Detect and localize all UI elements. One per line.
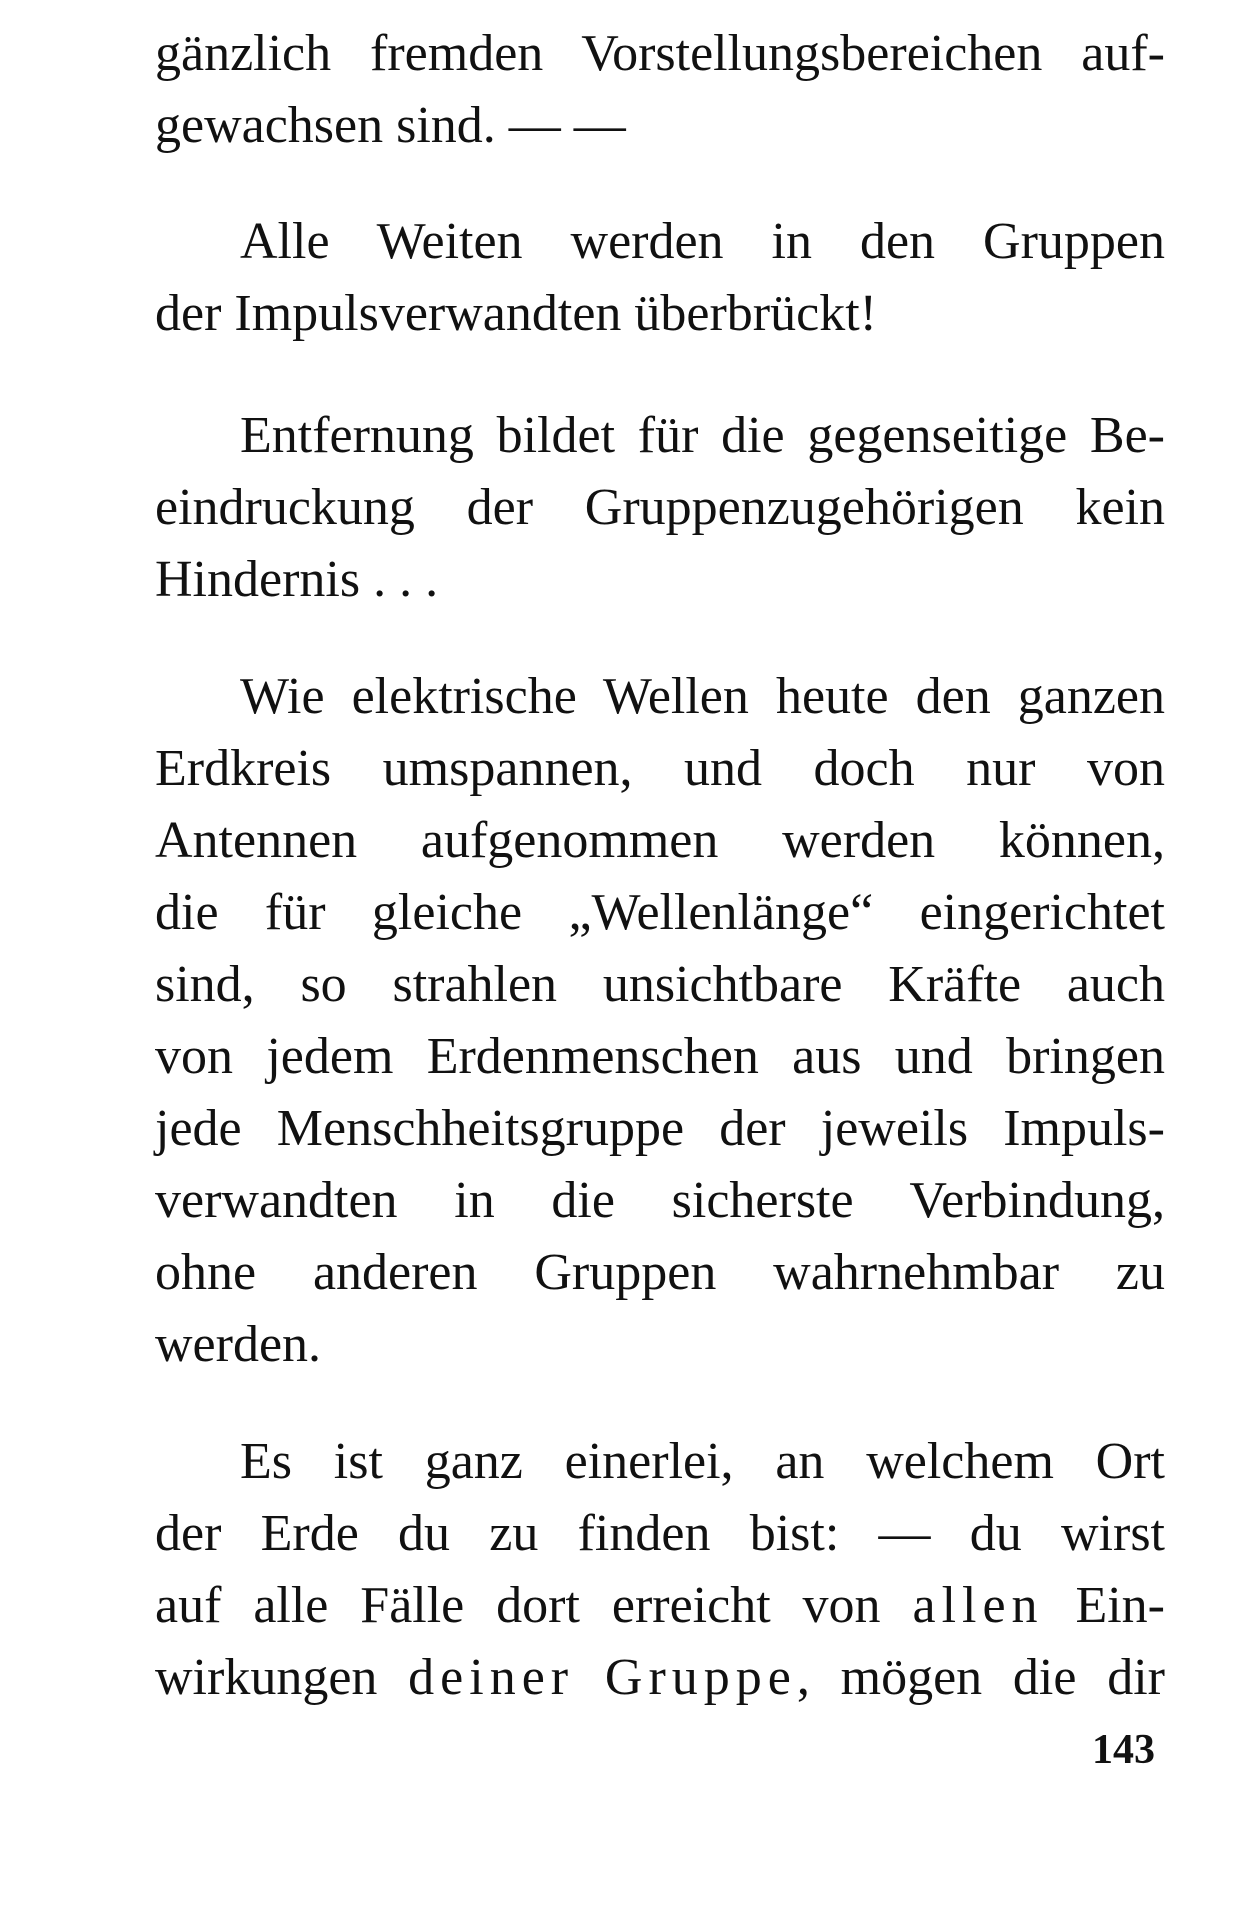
text-segment: wirkungen <box>155 1649 409 1706</box>
text-line: sind, so strahlen unsichtbare Kräfte auch <box>155 956 1165 1013</box>
text-line: eindruckung der Gruppenzugehörigen kein <box>155 479 1165 536</box>
text-line <box>155 1646 1165 1716</box>
text-line: Wie elektrische Wellen heute den ganzen <box>240 668 1165 725</box>
page-number: 143 <box>1092 1727 1155 1773</box>
text-line: Antennen aufgenommen werden können, <box>155 812 1165 869</box>
text-line: jede Menschheitsgruppe der jeweils Impuls- <box>155 1100 1165 1157</box>
text-segment: Ein- <box>1043 1577 1165 1634</box>
text-line: verwandten in die sicherste Verbindung, <box>155 1172 1165 1229</box>
text-segment: , mögen die dir <box>796 1649 1165 1706</box>
text-segment <box>574 1649 605 1706</box>
text-line: von jedem Erdenmenschen aus und bringen <box>155 1028 1165 1085</box>
text-line: Erdkreis umspannen, und doch nur von <box>155 740 1165 797</box>
text-line: gänzlich fremden Vorstellungsbereichen auf- <box>155 25 1165 82</box>
emphasized-word: allen <box>912 1577 1044 1634</box>
text-line: der Impulsverwandten überbrückt! <box>155 285 877 342</box>
text-line: ohne anderen Gruppen wahrnehmbar zu <box>155 1244 1165 1301</box>
text-line: Hindernis . . . <box>155 551 439 608</box>
emphasized-word: deiner <box>408 1649 575 1706</box>
text-line <box>155 1574 1165 1644</box>
text-line: Alle Weiten werden in den Gruppen <box>240 213 1165 270</box>
text-line: Es ist ganz einerlei, an welchem Ort <box>240 1433 1165 1490</box>
text-line: Entfernung bildet für die gegenseitige Be- <box>240 407 1165 464</box>
text-line: der Erde du zu finden bist: — du wirst <box>155 1505 1165 1562</box>
text-line: werden. <box>155 1316 322 1373</box>
emphasized-word: Gruppe <box>604 1649 797 1706</box>
text-segment: auf alle Fälle dort erreicht von <box>155 1577 913 1634</box>
text-line: die für gleiche „Wellenlänge“ eingerichtet <box>155 884 1165 941</box>
text-line: gewachsen sind. — — <box>155 97 626 154</box>
